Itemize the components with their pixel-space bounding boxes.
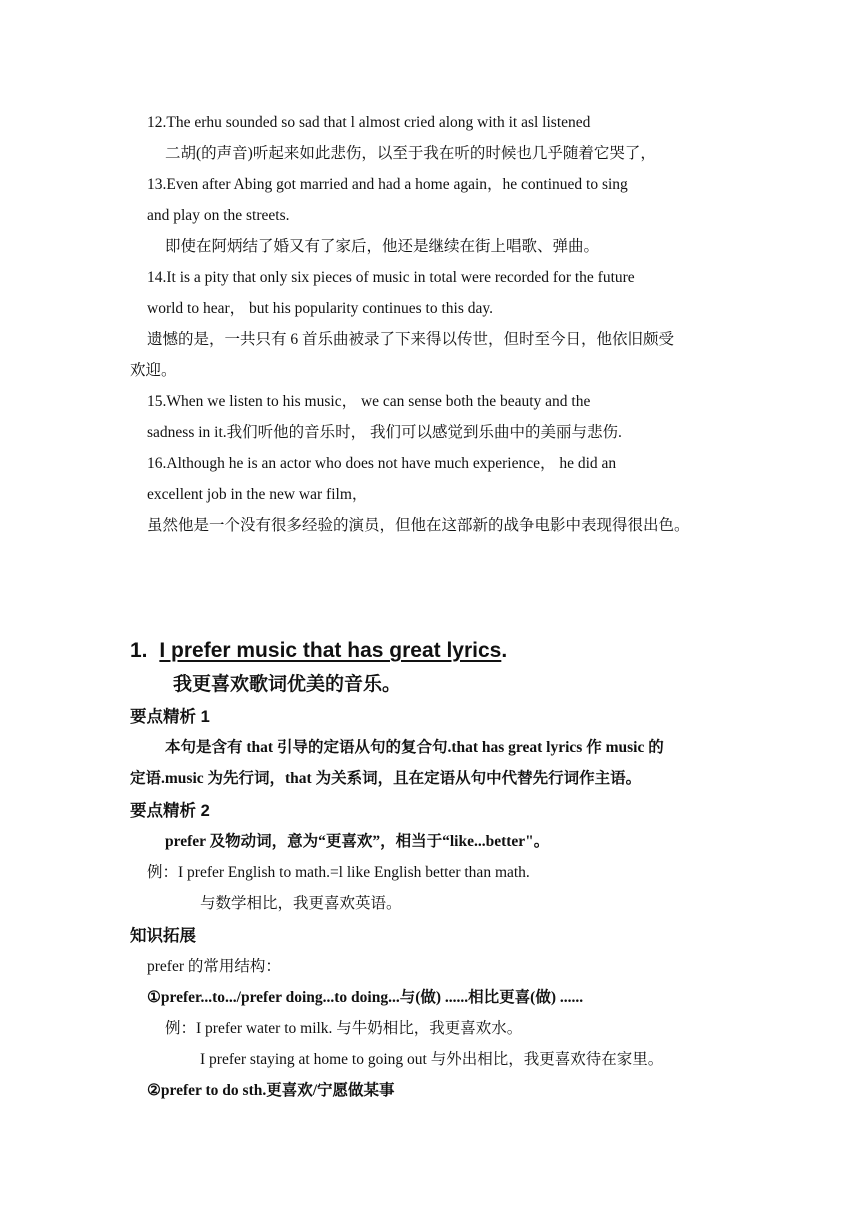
sentence-13-zh: 即使在阿炳结了婚又有了家后，他还是继续在街上唱歌、弹曲。 bbox=[165, 238, 600, 255]
sentence-14-zh-line1: 遗憾的是，一共只有 6 首乐曲被录了下来得以传世，但时至今日，他依旧颇受 bbox=[147, 331, 675, 348]
sentence-15-en-line2: sadness in it.我们听他的音乐时， 我们可以感觉到乐曲中的美丽与悲伤. bbox=[147, 424, 622, 441]
point1-heading: 要点精析 1 bbox=[130, 708, 210, 726]
section-title bbox=[130, 638, 507, 664]
ext-heading: 知识拓展 bbox=[130, 927, 196, 945]
struct1-example1: 例：I prefer water to milk. 与牛奶相比，我更喜欢水。 bbox=[165, 1020, 523, 1037]
section-title-en: I prefer music that has great lyrics bbox=[159, 639, 502, 662]
sentence-14-en-line1: 14.It is a pity that only six pieces of music in total were recorded for the future bbox=[147, 269, 635, 286]
sentence-16-zh: 虽然他是一个没有很多经验的演员，但他在这部新的战争电影中表现得很出色。 bbox=[147, 517, 690, 534]
section-number: 1. bbox=[130, 639, 148, 662]
point2-text: prefer 及物动词，意为“更喜欢”，相当于“like...better"。 bbox=[165, 833, 550, 850]
section-title-period: . bbox=[501, 639, 508, 662]
sentence-16-en-line1: 16.Although he is an actor who does not have much experience， he did an bbox=[147, 455, 617, 472]
example1-en: 例：I prefer English to math.=l like English better than math. bbox=[147, 864, 530, 881]
sentence-13-en-line2: and play on the streets. bbox=[147, 207, 290, 224]
struct1: ①prefer...to.../prefer doing...to doing...与(做) ......相比更喜(做) ...... bbox=[147, 989, 584, 1006]
point2-heading: 要点精析 2 bbox=[130, 802, 210, 820]
ext-intro: prefer 的常用结构： bbox=[147, 958, 281, 975]
point1-text-line2: 定语.music 为先行词，that 为关系词，且在定语从句中代替先行词作主语。 bbox=[130, 770, 642, 787]
struct2: ②prefer to do sth.更喜欢/宁愿做某事 bbox=[147, 1082, 395, 1099]
sentence-13-en-line1: 13.Even after Abing got married and had a home again，he continued to sing bbox=[147, 176, 628, 193]
section-title-zh: 我更喜欢歌词优美的音乐。 bbox=[173, 674, 402, 695]
sentence-16-en-line2: excellent job in the new war film， bbox=[147, 486, 368, 503]
sentence-12-zh: 二胡(的声音)听起来如此悲伤，以至于我在听的时候也几乎随着它哭了， bbox=[165, 145, 656, 162]
point1-text-line1: 本句是含有 that 引导的定语从句的复合句.that has great lyrics 作 music 的 bbox=[165, 739, 664, 756]
sentence-15-en-line1: 15.When we listen to his music， we can sense both the beauty and the bbox=[147, 393, 591, 410]
struct1-example2: I prefer staying at home to going out 与外出相比，我更喜欢待在家里。 bbox=[200, 1051, 664, 1068]
sentence-12-en: 12.The erhu sounded so sad that l almost cried along with it asl listened bbox=[147, 114, 591, 131]
sentence-14-zh-line2: 欢迎。 bbox=[130, 362, 177, 379]
sentence-14-en-line2: world to hear， but his popularity continues to this day. bbox=[147, 300, 493, 317]
example1-zh: 与数学相比，我更喜欢英语。 bbox=[200, 895, 402, 912]
